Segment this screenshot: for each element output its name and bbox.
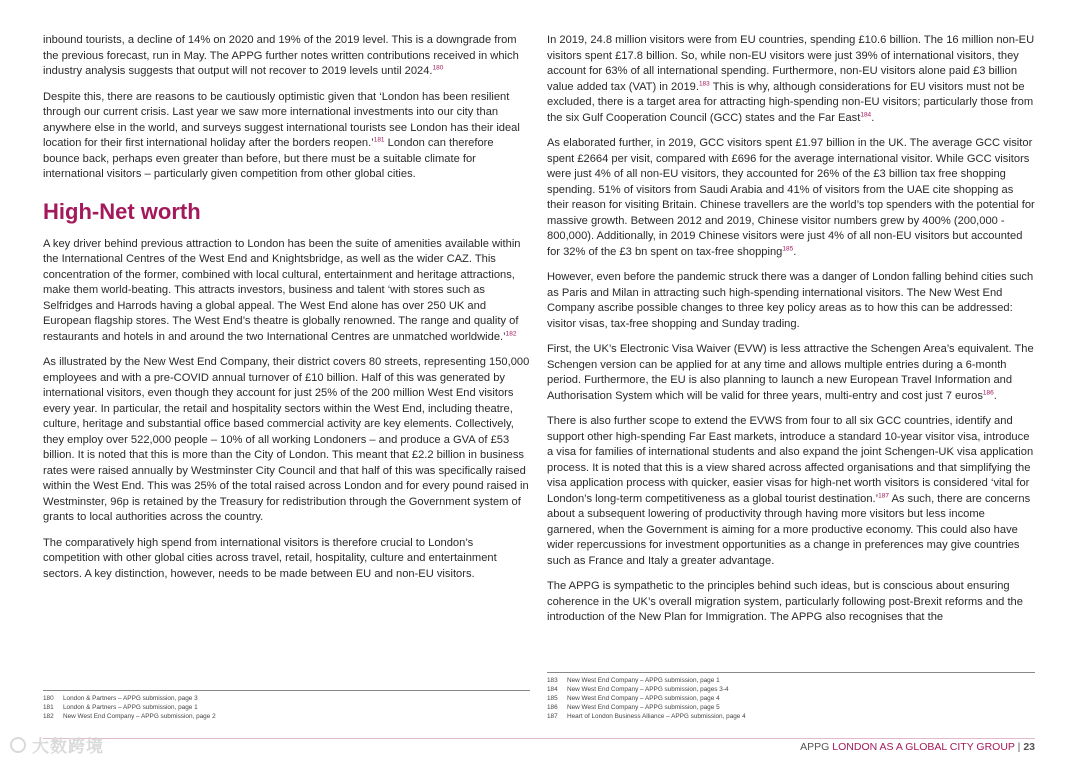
section-heading: High-Net worth	[43, 198, 201, 224]
footnote: 180 London & Partners – APPG submission, page 3	[43, 695, 198, 702]
footnote: 185 New West End Company – APPG submission, page 4	[547, 695, 720, 702]
footnote-ref[interactable]: 180	[432, 64, 444, 72]
watermark	[10, 732, 104, 757]
footnote: 186 New West End Company – APPG submission, page 5	[547, 704, 720, 711]
footnote-ref[interactable]: 186	[982, 388, 994, 396]
body-paragraph-2: As illustrated by the New West End Company, their district covers 80 streets, representing 150,000 employees and with a pre-COVID annual turnover of £10 billion. Half of this was generated by international visitors, even though they account for just 25% of the 200 million West End visitors every year. In particular, the retail and hospitality sectors within the West End, including theatre, culture, heritage and substantial office based commercial activity are key elements. Collectively, they employ over 522,000 people – 10% of all working Londoners – and produce a GVA of £53 billion. It is noted that this is more than the City of London. This meant that £2.2 billion in business rates were raised annually by Westminster City Council and that half of this was specifically raised within the West End. This was 25% of the total raised across London and for every pound raised in Westminster, 96p is retained by the Treasury for redistribution through the Government system of grants to local authorities across the country.	[43, 356, 530, 523]
footnote-ref[interactable]: 181	[373, 136, 385, 144]
right-paragraph-2: As elaborated further, in 2019, GCC visitors spent £1.97 billion in the UK. The average GCC visitor spent £2664 per visit, compared with £696 for the average international visitor. While GCC visitors were just 4% of all non-EU visitors, they accounted for 26% of the £3 billion tax free shopping spending. 51% of visitors from Saudi Arabia and 41% of visitors from the UAE cite shopping as their reason for visiting Britain. Chinese travellers are the world’s top spenders with the potential for massive growth. Between 2012 and 2019, Chinese visitor numbers grew by 400% (200,000 - 800,000). Additionally, in 2019 Chinese visitors were just 4% of all non-EU visitors but accounted for 32% of the £3 bn spent on tax-free shopping$^{185}$.	[547, 137, 1035, 258]
footer-title: LONDON AS A GLOBAL CITY GROUP	[832, 741, 1015, 753]
footnote-ref[interactable]: 184	[860, 110, 872, 118]
watermark-logo-icon	[10, 737, 26, 753]
footnote-ref[interactable]: 185	[782, 244, 794, 252]
left-column	[43, 33, 530, 592]
right-paragraph-1: In 2019, 24.8 million visitors were from EU countries, spending £10.6 billion. The 16 million non-EU visitors spent £17.8 billion. So, while non-EU visitors were just 39% of international visitors, they account for 63% of all international spending. Furthermore, non-EU visitors alone paid £3 billion value added tax (VAT) in 2019.$^{183}$ This is why, although considerations for EU visitors must not be excluded, there is a target area for attracting high-spending non-EU visitors; particularly those from the six Gulf Cooperation Council (GCC) states and the Far East$^{184}$.	[547, 34, 1035, 124]
right-paragraph-4: First, the UK’s Electronic Visa Waiver (EVW) is less attractive the Schengen Area’s equivalent. The Schengen version can be applied for at any time and allows multiple entries during a 6-month period. Furthermore, the EU is also planning to launch a new European Travel Information and Authorisation System which will be valid for three years, multi-entry and cost just 7 euros$^{186}$.	[547, 343, 1034, 402]
body-paragraph-1: A key driver behind previous attraction to London has been the suite of amenities available within the International Centres of the West End and Knightsbridge, as well as the wider CAZ. This concentration of the former, combined with local cultural, entertainment and heritage attractions, make them world-beating. This attracts investors, business and talent ‘with stores such as Selfridges and Harrods having a global appeal. The West End alone has over 250 UK and European flagship stores. The West End’s theatre is globally renowned. The range and quality of restaurants and hotels in and around the two International Centres are unmatched worldwide.’$^{182}$	[43, 237, 521, 343]
footer-separator: |	[1017, 741, 1021, 753]
footer-divider	[43, 738, 1035, 739]
right-paragraph-3: However, even before the pandemic struck there was a danger of London falling behind cities such as Paris and Milan in attracting such high-spending international visitors. The New West End Company ascribe possible changes to three key policy areas as to how this can be addressed: visitor visas, tax-free shopping and Sunday trading.	[547, 271, 1034, 330]
footnote: 184 New West End Company – APPG submission, pages 3-4	[547, 686, 729, 693]
footnote: 183 New West End Company – APPG submission, page 1	[547, 677, 720, 684]
footnote-ref[interactable]: 182	[505, 329, 517, 337]
intro-paragraph-1: inbound tourists, a decline of 14% on 2020 and 19% of the 2019 level. This is a downgrade from the previous forecast, run in May. The APPG further notes written contributions received in which industry analysis suggests that output will not recover to 2019 levels until 2024.$^{180}$	[43, 34, 519, 77]
body-paragraph-3: The comparatively high spend from international visitors is therefore crucial to London’s competition with other global cities across travel, retail, hospitality, culture and entertainment sectors. A key distinction, however, needs to be made between EU and non-EU visitors.	[43, 536, 497, 580]
footnotes-right	[547, 676, 746, 721]
footnotes-left	[43, 694, 216, 721]
footnote-divider	[43, 690, 530, 691]
page-number: 23	[1023, 741, 1035, 753]
footnote-divider	[547, 672, 1035, 673]
footer-appg: APPG	[800, 741, 830, 753]
intro-paragraph-2: Despite this, there are reasons to be cautiously optimistic given that ‘London has been resilient through our current crisis. Last year we saw more international investments into our city than anywhere else in the world, and surveys suggest international tourists see London has their ideal location for their first international holiday after the borders reopen.’$^{181}$ London can therefore bounce back, perhaps even greater than before, but there must be a suitable climate for international visitors – particularly given competition from other global cities.	[43, 90, 520, 180]
footnote-ref[interactable]: 187	[878, 491, 889, 499]
page-footer	[800, 741, 1035, 753]
right-paragraph-6: The APPG is sympathetic to the principles behind such ideas, but is conscious about ensuring coherence in the UK’s overall migration system, particularly following post-Brexit reforms and the introduction of the New Plan for Immigration. The APPG also recognises that the	[547, 580, 1023, 623]
footnote: 181 London & Partners – APPG submission, page 1	[43, 704, 198, 711]
footnote-ref[interactable]: 183	[698, 79, 710, 87]
footnote: 187 Heart of London Business Alliance – APPG submission, page 4	[547, 713, 746, 720]
footnote: 182 New West End Company – APPG submission, page 2	[43, 713, 216, 720]
right-paragraph-5: There is also further scope to extend the EVWS from four to all six GCC countries, identify and support other high-spending Far East markets, introduce a standard 10-year visitor visa, introduce a visa for families of international students and also expand the joint Schengen-UK visa application process. It is noted that this is a view shared across affected organisations and that simplifying the visa application process with quicker, easier visas for high-net worth visitors is considered ‘vital for London’s long-term competitiveness as a global tourist destination.’$^{187}$ As such, there are concerns about a subsequent lowering of productivity through having more visitors but less income garnered, when the Government is aiming for a more productive economy. This could also have wider repercussions for investment opportunities as a change in preferences may give countries such as France and Italy a greater advantage.	[547, 415, 1034, 567]
right-column	[547, 33, 1035, 636]
watermark-text: 大数跨境	[32, 737, 104, 756]
